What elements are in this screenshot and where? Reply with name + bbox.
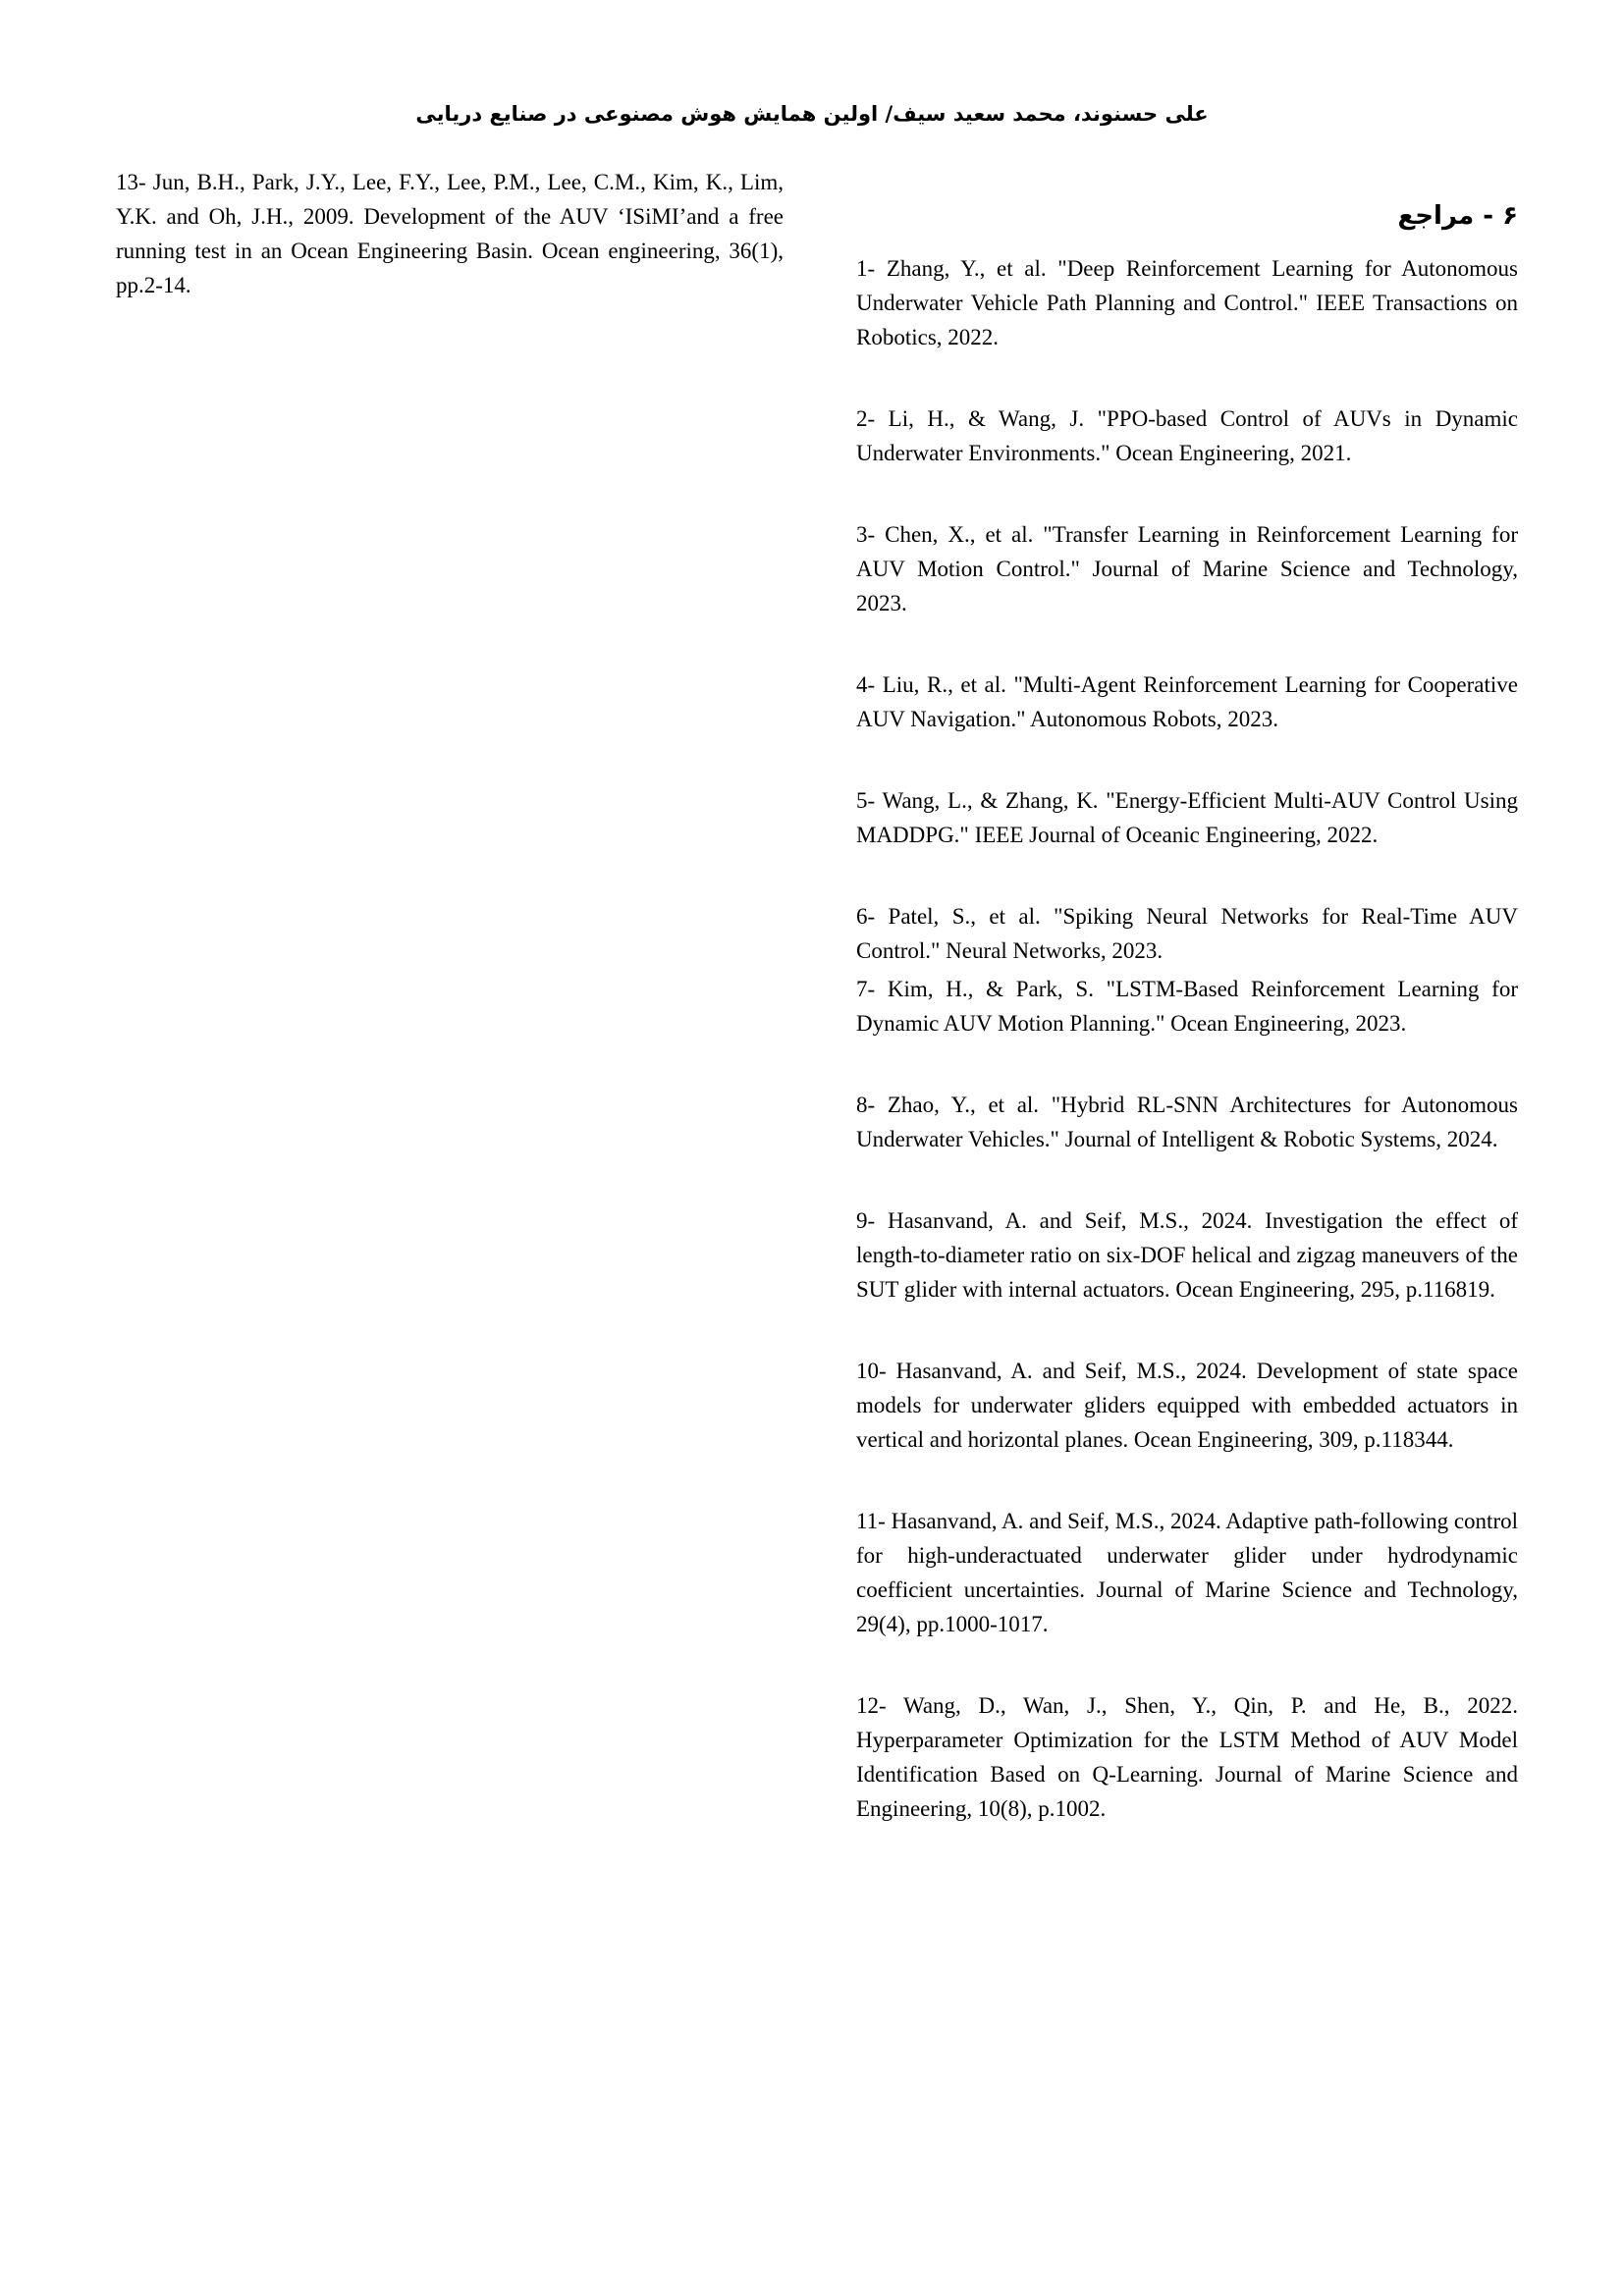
reference-item-7: 7- Kim, H., & Park, S. "LSTM-Based Reinforcement Learning for Dynamic AUV Motion Planning." Ocean Engineering, 2023.: [856, 977, 1518, 1036]
reference-item-1: 1- Zhang, Y., et al. "Deep Reinforcement Learning for Autonomous Underwater Vehicle Path Planning and Control." IEEE Transactions on Robotics, 2022.: [856, 256, 1518, 349]
right-column: [856, 196, 1518, 1826]
reference-item-5: 5- Wang, L., & Zhang, K. "Energy-Efficient Multi-AUV Control Using MADDPG." IEEE Journal of Oceanic Engineering, 2022.: [856, 788, 1518, 847]
reference-item-2: 2- Li, H., & Wang, J. "PPO-based Control of AUVs in Dynamic Underwater Environments." Ocean Engineering, 2021.: [856, 406, 1518, 465]
left-column: [116, 165, 784, 302]
page-header-running-head: علی حسنوند، محمد سعید سیف/ اولین همایش هوش مصنوعی در صنایع دریایی: [415, 102, 1209, 126]
reference-item-10: 10- Hasanvand, A. and Seif, M.S., 2024. Development of state space models for underwater gliders equipped with embedded actuators in vertical and horizontal planes. Ocean Engineering, 309, p.118344.: [856, 1359, 1518, 1452]
reference-item-4: 4- Liu, R., et al. "Multi-Agent Reinforcement Learning for Cooperative AUV Navigation." Autonomous Robots, 2023.: [856, 672, 1518, 731]
reference-item-3: 3- Chen, X., et al. "Transfer Learning in Reinforcement Learning for AUV Motion Control." Journal of Marine Science and Technology, 2023.: [856, 522, 1518, 615]
reference-item-6: 6- Patel, S., et al. "Spiking Neural Networks for Real-Time AUV Control." Neural Networks, 2023.: [856, 904, 1518, 963]
reference-item-9: 9- Hasanvand, A. and Seif, M.S., 2024. Investigation the effect of length-to-diameter ratio on six-DOF helical and zigzag maneuvers of the SUT glider with internal actuators. Ocean Engineering, 295, p.116819.: [856, 1208, 1518, 1302]
reference-item-8: 8- Zhao, Y., et al. "Hybrid RL-SNN Architectures for Autonomous Underwater Vehicles." Journal of Intelligent & Robotic Systems, 2024.: [856, 1093, 1518, 1151]
references-section-title: ۶ - مراجع: [1397, 201, 1518, 231]
reference-item-11: 11- Hasanvand, A. and Seif, M.S., 2024. Adaptive path-following control for high-underactuated underwater glider under hydrodynamic coefficient uncertainties. Journal of Marine Science and Technology, 29(4), pp.1000-1017.: [856, 1509, 1518, 1636]
reference-item-12: 12- Wang, D., Wan, J., Shen, Y., Qin, P. and He, B., 2022. Hyperparameter Optimization for the LSTM Method of AUV Model Identification Based on Q-Learning. Journal of Marine Science and Engineering, 10(8), p.1002.: [856, 1693, 1518, 1821]
reference-item-13: 13- Jun, B.H., Park, J.Y., Lee, F.Y., Lee, P.M., Lee, C.M., Kim, K., Lim, Y.K. and Oh, J.H., 2009. Development of the AUV ‘ISiMI’and a free running test in an Ocean Engineering Basin. Ocean engineering, 36(1), pp.2-14.: [116, 170, 784, 297]
